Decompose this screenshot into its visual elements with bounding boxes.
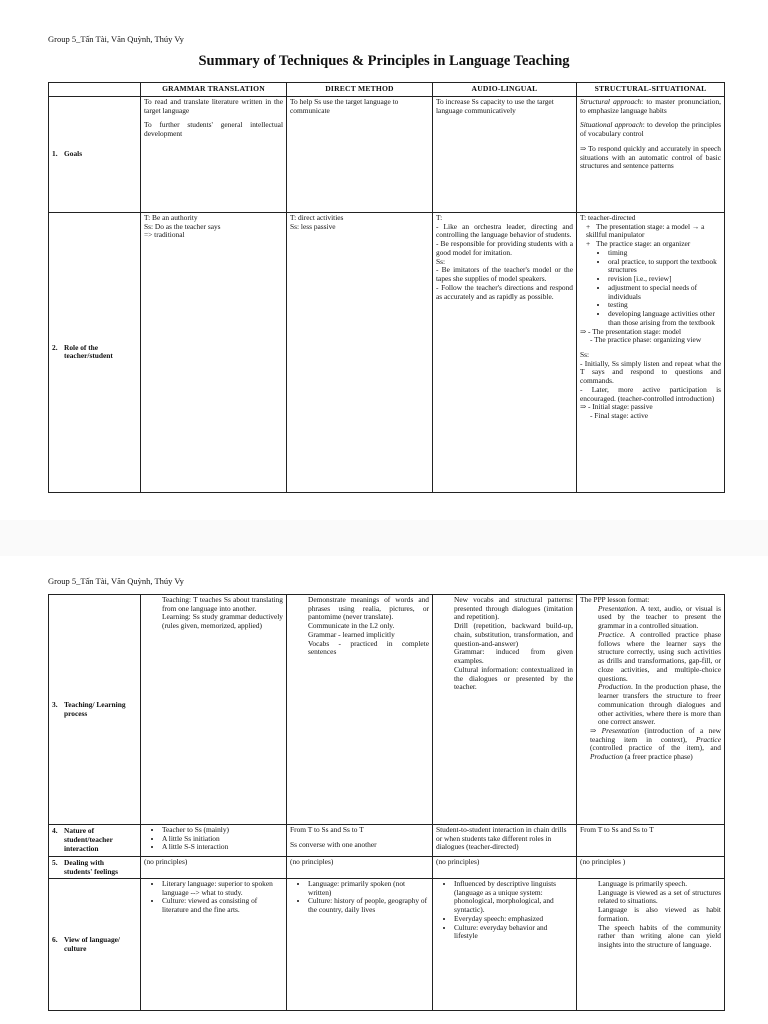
header-grammar-translation: GRAMMAR TRANSLATION (141, 83, 287, 97)
row-teaching (49, 595, 725, 825)
list-item: • revision [i.e., review] (608, 275, 721, 284)
cell-goals-ss (577, 96, 725, 212)
bullet-list (436, 880, 573, 941)
ppp-text: . In the production phase, the learner transfers the structure to freer communication through dialogues and other activities, where there is more than one correct answer. (598, 682, 721, 727)
list-item: Drill (repetition, backward build-up, chain, substitution, transformation, and question-and-answer) (454, 621, 573, 648)
summary-term: Practice (695, 734, 721, 744)
cell-role-gt (141, 212, 287, 492)
list-item: Learning: Ss study grammar deductively (rules given, memorized, applied) (162, 612, 283, 631)
cell-text: T: Be an authority (144, 212, 198, 222)
cell-nature-ss: From T to Ss and Ss to T (577, 825, 725, 857)
list-item: Grammar: induced from given examples. (454, 647, 573, 666)
cell-text: The PPP lesson format: (580, 595, 650, 604)
situational-approach-label: Situational approach (580, 120, 643, 130)
row-label: View of language/ culture (64, 934, 120, 953)
cell-text: T: direct activities (290, 212, 344, 222)
row-number: 3. (52, 699, 58, 709)
cell-nature-dm (287, 825, 433, 857)
cell-view-gt (141, 879, 287, 1011)
summary-table-part-2 (48, 594, 725, 1011)
cell-text: ⇒ - Initial stage: passive (580, 402, 653, 412)
cell-view-dm (287, 879, 433, 1011)
page-2 (0, 556, 768, 1024)
list-item-text: The practice stage: an organizer (596, 239, 691, 249)
ppp-text: . A controlled practice phase follows where the learner says the structure correctly, using such activities as drills and transformations, gap-fill, or cloze activities, and multiple-choice questions. (598, 629, 721, 683)
cell-text: => traditional (144, 230, 185, 240)
header-audio-lingual: AUDIO-LINGUAL (433, 83, 577, 97)
list-item: • adjustment to special needs of individuals (608, 284, 721, 301)
list-item: Cultural information: contextualized in the dialogues or presented by the teacher. (454, 664, 573, 692)
cell-text: - Like an orchestra leader, directing and controlling the language behavior of students. (436, 221, 573, 240)
list-item: • Culture: history of people, geography of the country, daily lives (308, 897, 429, 914)
row-view (49, 879, 725, 1011)
cell-text: To further students' general intellectual development (144, 120, 283, 139)
header-direct-method: DIRECT METHOD (287, 83, 433, 97)
cell-text: Ss: (436, 256, 446, 266)
cell-text: From T to Ss and Ss to T (290, 825, 364, 834)
list-item: Teaching: T teaches Ss about translating from one language into another. (162, 595, 283, 613)
list-item: • Culture: viewed as consisting of literature and the fine arts. (162, 897, 283, 914)
row-number: 5. (52, 857, 58, 867)
ppp-list (580, 605, 721, 727)
row-label: Role of the teacher/student (64, 342, 113, 361)
cell-teaching-ss (577, 595, 725, 825)
cell-text: To read and translate literature written in the target language (144, 96, 283, 115)
row-label-feelings (49, 857, 141, 879)
summary-term: Presentation (601, 726, 640, 736)
header-empty (49, 83, 141, 97)
structural-approach-label: Structural approach (580, 96, 642, 106)
practice-stage-sublist (586, 249, 721, 328)
list-item: • testing (608, 301, 721, 310)
list-item: • timing (608, 249, 721, 258)
list-item: Vocabs - practiced in complete sentences (308, 638, 429, 657)
row-label-teaching (49, 595, 141, 825)
cell-text: Ss converse with one another (290, 839, 377, 849)
cell-teaching-gt (141, 595, 287, 825)
row-label-goals (49, 96, 141, 212)
list-item (598, 605, 721, 631)
row-label: Goals (64, 149, 83, 159)
row-goals (49, 96, 725, 212)
ppp-term: Practice (598, 629, 624, 639)
cell-teaching-al (433, 595, 577, 825)
cell-text: - The practice phase: organizing view (590, 335, 702, 345)
ppp-text: . A text, audio, or visual is used by the teacher to present the grammar in a controlled situation. (598, 603, 721, 631)
list-item (598, 631, 721, 683)
list-item: • Everyday speech: emphasized (454, 915, 573, 924)
list-item (598, 683, 721, 727)
structural-approach-text: : to master pronunciation, to emphasize language habits (580, 96, 721, 115)
cell-feelings-dm: (no principles) (287, 857, 433, 879)
list-item: • Culture: everyday behavior and lifestyle (454, 924, 573, 941)
row-number: 2. (52, 342, 58, 352)
row-label-nature (49, 825, 141, 857)
cell-goals-dm: To help Ss use the target language to communicate (287, 96, 433, 212)
cell-role-ss (577, 212, 725, 492)
page-title: Summary of Techniques & Principles in Language Teaching (198, 53, 570, 69)
cell-text: - Final stage: active (590, 411, 649, 421)
list-item: + The presentation stage: a model → a skillful manipulator (586, 223, 721, 240)
list-item: • developing language activities other than those arising from the textbook (608, 310, 721, 327)
summary-part: (a freer practice phase) (622, 752, 693, 762)
list-item: • Influenced by descriptive linguists (language as a unique system: phonological, morphological, and syntactic). (454, 880, 573, 915)
list-item: • Language: primarily spoken (not written) (308, 880, 429, 897)
page-gap (0, 520, 768, 556)
list-item: Language is viewed as a set of structures related to situations. (598, 887, 721, 906)
list-item: • A little S-S interaction (162, 843, 283, 852)
cell-text: Ss: less passive (290, 221, 336, 231)
list-item: • Teacher to Ss (mainly) (162, 826, 283, 835)
header-structural-situational: STRUCTURAL-SITUATIONAL (577, 83, 725, 97)
list-item: Language is also viewed as habit formation. (598, 905, 721, 923)
cell-goals-gt (141, 96, 287, 212)
cell-text: - Be imitators of the teacher's model or the tapes she supplies of model speakers. (436, 265, 573, 284)
row-label: Dealing with students' feelings (64, 857, 118, 876)
cell-text: - Initially, Ss simply listen and repeat what the T says and respond to questions and commands. (580, 358, 721, 386)
cell-text: T: (436, 212, 443, 222)
role-stage-list (580, 223, 721, 328)
list-item: Demonstrate meanings of words and phrases using realia, pictures, or pantomime (never translate). (308, 595, 429, 622)
row-role (49, 212, 725, 492)
list-item: Communicate in the L2 only. (308, 621, 395, 631)
cell-role-al (433, 212, 577, 492)
group-line: Group 5_Tấn Tài, Văn Quỳnh, Thúy Vy (48, 576, 184, 586)
cell-text: - Follow the teacher's directions and respond as accurately and as rapidly as possible. (436, 282, 573, 301)
bullet-list (144, 880, 283, 915)
list-item (586, 240, 721, 327)
summary-part: (controlled practice of the item), and (590, 743, 721, 753)
row-label: Nature of student/teacher interaction (64, 826, 113, 853)
ppp-summary (580, 727, 721, 762)
row-label: Teaching/ Learning process (64, 699, 126, 718)
list-item: • Literary language: superior to spoken language --> what to study. (162, 880, 283, 897)
cell-teaching-dm (287, 595, 433, 825)
row-feelings (49, 857, 725, 879)
cell-view-ss (577, 879, 725, 1011)
cell-feelings-gt: (no principles) (141, 857, 287, 879)
summary-term: Production (590, 752, 623, 762)
row-label-view (49, 879, 141, 1011)
cell-goals-al: To increase Ss capacity to use the target language communicatively (433, 96, 577, 212)
row-number: 1. (52, 149, 58, 159)
summary-part: ⇒ (590, 726, 602, 736)
table-header-row (49, 83, 725, 97)
summary-part: (introduction of a new teaching item in context), (590, 726, 721, 744)
row-number: 4. (52, 826, 58, 836)
ppp-term: Production (598, 682, 631, 692)
cell-text: - Later, more active participation is encouraged. (teacher-controlled introduction) (580, 384, 721, 403)
list-item: The speech habits of the community rather than writing alone can yield insights into the structure of language. (598, 922, 721, 950)
bullet-list (290, 596, 429, 657)
bullet-list (144, 596, 283, 631)
bullet-list (144, 826, 283, 852)
bullet-list (580, 880, 721, 950)
cell-nature-gt (141, 825, 287, 857)
row-nature (49, 825, 725, 857)
cell-text: Ss: Do as the teacher says (144, 221, 221, 231)
goals-conclusion: ⇒ To respond quickly and accurately in speech situations with an automatic control of basic structures and sentence patterns (580, 143, 721, 171)
list-item: New vocabs and structural patterns: presented through dialogues (imitation and repetition). (454, 595, 573, 622)
bullet-list (436, 596, 573, 692)
cell-text: - Be responsible for providing students with a good model for imitation. (436, 239, 573, 257)
cell-view-al (433, 879, 577, 1011)
cell-nature-al: Student-to-student interaction in chain drills or when students take different roles in dialogues (teacher-directed) (433, 825, 577, 857)
ppp-term: Presentation (598, 603, 636, 613)
list-item: • A little Ss initiation (162, 835, 283, 844)
cell-feelings-al: (no principles) (433, 857, 577, 879)
bullet-list (290, 880, 429, 915)
list-item: Language is primarily speech. (598, 879, 688, 888)
cell-role-dm (287, 212, 433, 492)
cell-text: T: teacher-directed (580, 212, 636, 222)
list-item: Grammar - learned implicitly (308, 629, 395, 639)
row-label-role (49, 212, 141, 492)
cell-text: Ss: (580, 349, 590, 359)
situational-approach-text: : to develop the principles of vocabulary control (580, 120, 721, 139)
cell-feelings-ss: (no principles ) (577, 857, 725, 879)
summary-table-part-1 (48, 82, 725, 493)
row-number: 6. (52, 934, 58, 944)
list-item: • oral practice, to support the textbook structures (608, 258, 721, 275)
cell-text: ⇒ - The presentation stage: model (580, 326, 682, 336)
group-line: Group 5_Tấn Tài, Văn Quỳnh, Thúy Vy (48, 34, 184, 44)
